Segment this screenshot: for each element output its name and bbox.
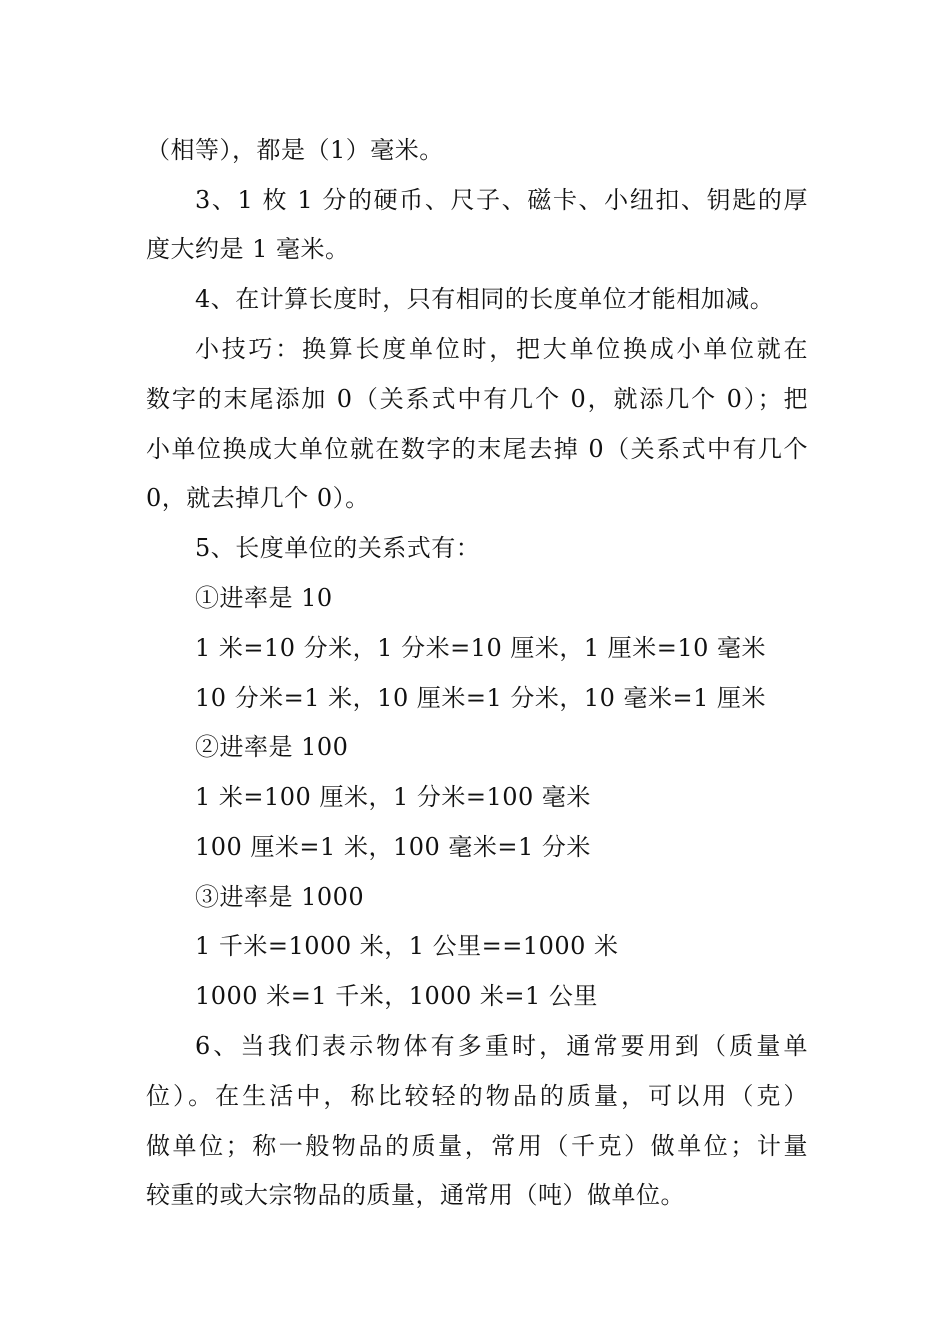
text-line: （相等），都是（1）毫米。	[146, 136, 444, 164]
text-line: ②进率是 100	[195, 733, 349, 761]
text-line: 5、长度单位的关系式有：	[195, 534, 481, 562]
text-line: 4、在计算长度时，只有相同的长度单位才能相加减。	[195, 285, 775, 313]
text-line: 10 分米=1 米，10 厘米=1 分米，10 毫米=1 厘米	[195, 684, 767, 712]
text-line: 位）。在生活中，称比较轻的物品的质量，可以用（克）	[146, 1082, 808, 1110]
text-line: 度大约是 1 毫米。	[146, 235, 350, 263]
text-line: 1 米=100 厘米，1 分米=100 毫米	[195, 783, 591, 811]
text-line: 做单位；称一般物品的质量，常用（千克）做单位；计量	[146, 1132, 808, 1160]
text-line: 0，就去掉几个 0）。	[146, 484, 370, 512]
text-line: ①进率是 10	[195, 584, 333, 612]
text-line: 1000 米=1 千米，1000 米=1 公里	[195, 982, 598, 1010]
text-line: 小技巧：换算长度单位时，把大单位换成小单位就在	[195, 335, 808, 363]
text-line: ③进率是 1000	[195, 883, 365, 911]
text-line: 小单位换成大单位就在数字的末尾去掉 0（关系式中有几个	[146, 435, 808, 463]
text-line: 3、1 枚 1 分的硬币、尺子、磁卡、小纽扣、钥匙的厚	[195, 186, 808, 214]
text-line: 较重的或大宗物品的质量，通常用（吨）做单位。	[146, 1181, 685, 1209]
text-line: 1 米=10 分米，1 分米=10 厘米，1 厘米=10 毫米	[195, 634, 767, 662]
text-line: 100 厘米=1 米，100 毫米=1 分米	[195, 833, 591, 861]
text-line: 1 千米=1000 米，1 公里==1000 米	[195, 932, 619, 960]
text-line: 6、当我们表示物体有多重时，通常要用到（质量单	[195, 1032, 808, 1060]
text-line: 数字的末尾添加 0（关系式中有几个 0，就添几个 0）；把	[146, 385, 808, 413]
